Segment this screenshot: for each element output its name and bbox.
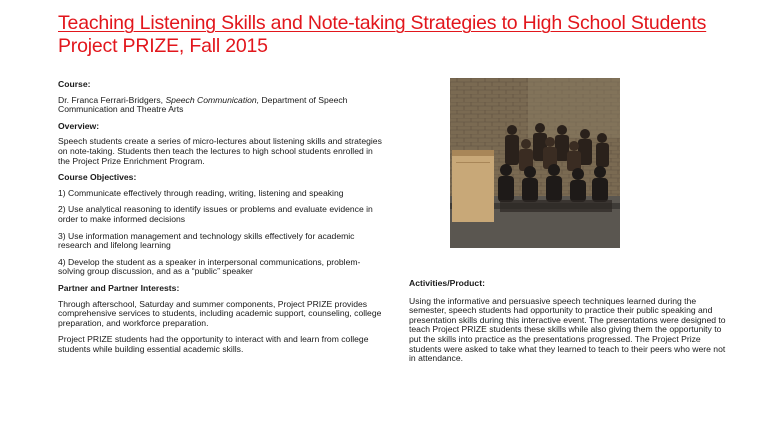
activities-text: Using the informative and persuasive speech techniques learned during the semester, speech students had opportunity to practice their public speaking and presentation skills during this interactive event. The presentations were designed to teach Project PRIZE students these skills while also giving them the opportunity to put the skills into practice as the presentations progressed. The Project Prize students were asked to take what they learned to teach to their peers who were not in attendance. (409, 295, 726, 364)
partner-paragraph: Through afterschool, Saturday and summer components, Project PRIZE provides comprehensive services to students, including academic support, counseling, college preparation, and workforce preparation. (58, 298, 382, 328)
slide-title (58, 12, 748, 58)
right-column (409, 279, 729, 364)
partner-paragraph: Project PRIZE students had the opportunity to interact with and learn from college students while building essential academic skills. (58, 334, 369, 354)
title-line-1: Teaching Listening Skills and Note-taking Strategies to High School Students (58, 12, 707, 34)
course-heading: Course: (58, 79, 91, 89)
overview-text: Speech students create a series of micro-lectures about listening skills and strategies on note-taking. Students then teach the lectures to high school students enrolled in the Project Prize Enrichment Program. (58, 136, 382, 166)
course-name: Speech Communication, (165, 94, 260, 105)
title-line-2: Project PRIZE, Fall 2015 (58, 35, 268, 57)
course-department: Department of Speech Communication and Theatre Arts (58, 94, 348, 115)
objective-item: 1) Communicate effectively through reading, writing, listening and speaking (58, 187, 344, 198)
activities-heading: Activities/Product: (409, 278, 485, 288)
course-description (58, 96, 383, 115)
objective-item: 4) Develop the student as a speaker in interpersonal communications, problem-solving group discussion, and as a “public” speaker (58, 256, 361, 277)
course-instructor: Dr. Franca Ferrari-Bridgers, (58, 94, 166, 105)
objective-item: 3) Use information management and technology skills effectively for academic research and lifelong learning (58, 230, 355, 251)
left-column (58, 80, 383, 361)
partner-heading: Partner and Partner Interests: (58, 282, 180, 293)
objective-item: 2) Use analytical reasoning to identify issues or problems and evaluate evidence in order to make informed decisions (58, 204, 373, 224)
overview-heading: Overview: (58, 120, 100, 131)
group-photo (450, 78, 620, 248)
objectives-heading: Course Objectives: (58, 172, 137, 183)
